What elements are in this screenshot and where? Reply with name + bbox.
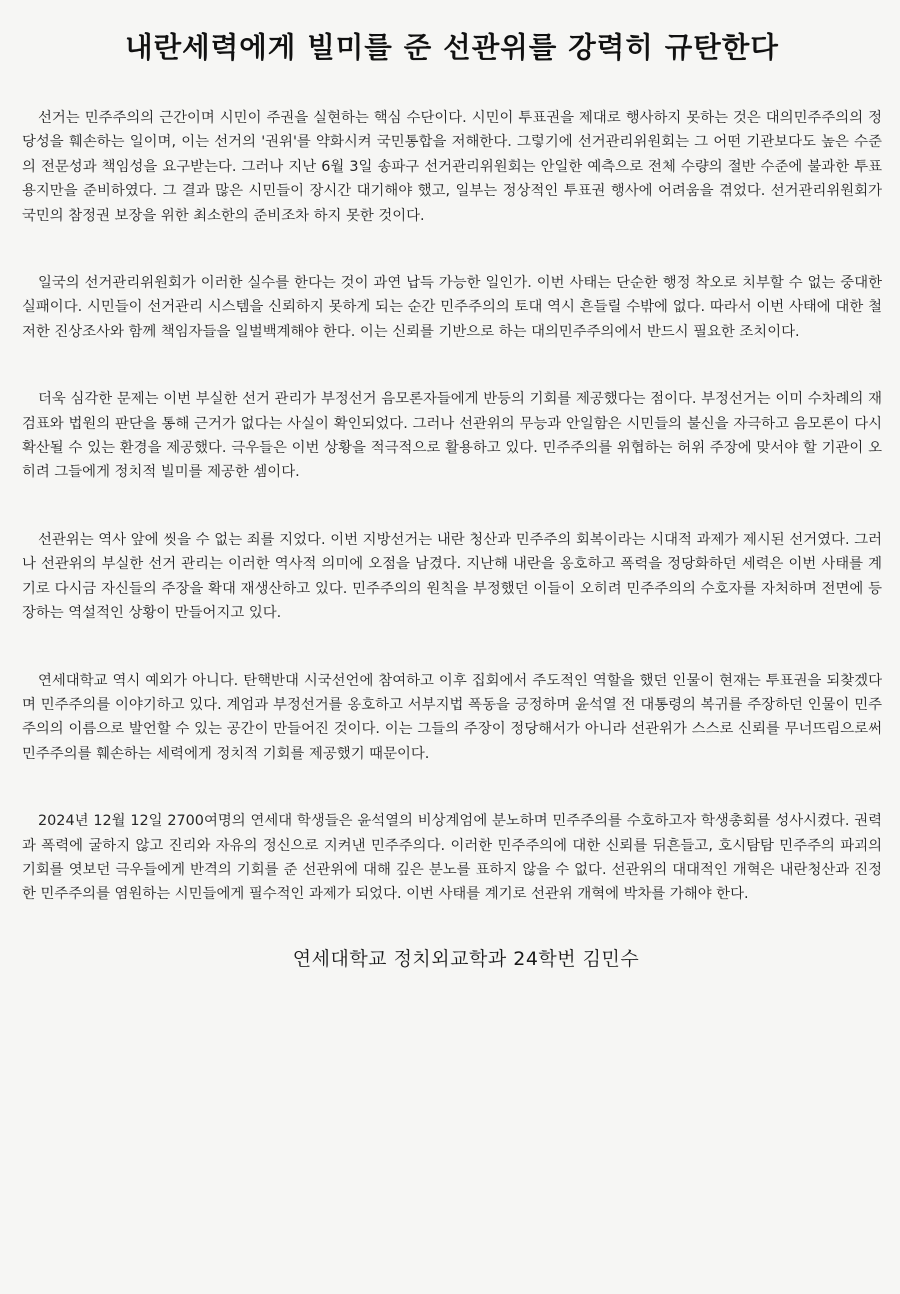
author-signature: 연세대학교 정치외교학과 24학번 김민수 [292, 947, 640, 970]
paragraph-2: 일국의 선거관리위원회가 이러한 실수를 한다는 것이 과연 납득 가능한 일인가. 이번 사태는 단순한 행정 착오로 치부할 수 없는 중대한 실패이다. 시민들이 선거관리 시스템을 신뢰하지 못하게 되는 순간 민주주의의 토대 역시 흔들릴 수밖에 없다. 따라서 이번 사태에 대한 철저한 진상조사와 함께 책임자들을 일벌백계해야 한다. 이는 신뢰를 기반으로 하는 대의민주주의에서 반드시 필요한 조치이다. [22, 275, 882, 340]
paragraph-5: 연세대학교 역시 예외가 아니다. 탄핵반대 시국선언에 참여하고 이후 집회에서 주도적인 역할을 했던 인물이 현재는 투표권을 되찾겠다며 민주주의를 이야기하고 있다. 계엄과 부정선거를 옹호하고 서부지법 폭동을 긍정하며 윤석열 전 대통령의 복귀를 주장하던 인물이 민주주의의 이름으로 발언할 수 있는 공간이 만들어진 것이다. 이는 그들의 주장이 정당해서가 아니라 선관위가 스스로 신뢰를 무너뜨림으로써 민주주의를 훼손하는 세력에게 정치적 기회를 제공했기 때문이다. [22, 672, 882, 762]
paragraph-4: 선관위는 역사 앞에 씻을 수 없는 죄를 지었다. 이번 지방선거는 내란 청산과 민주주의 회복이라는 시대적 과제가 제시된 선거였다. 그러나 선관위의 부실한 선거 관리는 이러한 역사적 의미에 오점을 남겼다. 지난해 내란을 옹호하고 폭력을 정당화하던 세력은 이번 사태를 계기로 다시금 자신들의 주장을 확대 재생산하고 있다. 민주주의의 원칙을 부정했던 이들이 오히려 민주주의의 수호자를 자처하며 전면에 등장하는 역설적인 상황이 만들어지고 있다. [22, 531, 882, 622]
paragraph-3: 더욱 심각한 문제는 이번 부실한 선거 관리가 부정선거 음모론자들에게 반등의 기회를 제공했다는 점이다. 부정선거는 이미 수차례의 재검표와 법원의 판단을 통해 근거가 없다는 사실이 확인되었다. 그러나 선관위의 무능과 안일함은 시민들의 불신을 자극하고 음모론이 다시 확산될 수 있는 환경을 제공했다. 극우들은 이번 상황을 적극적으로 활용하고 있다. 민주주의를 위협하는 허위 주장에 맞서야 할 기관이 오히려 그들에게 정치적 빌미를 제공한 셈이다. [22, 391, 882, 481]
document-title: 내란세력에게 빌미를 준 선관위를 강력히 규탄한다 [125, 31, 779, 64]
paragraph-6: 2024년 12월 12일 2700여명의 연세대 학생들은 윤석열의 비상계엄에 분노하며 민주주의를 수호하고자 학생총회를 성사시켰다. 권력과 폭력에 굴하지 않고 진리와 자유의 정신으로 지켜낸 민주주의다. 이러한 민주주의에 대한 신뢰를 뒤흔들고, 호시탐탐 민주주의 파괴의 기회를 엿보던 극우들에게 반격의 기회를 준 선관위에 대해 깊은 분노를 표하지 않을 수 없다. 선관위의 대대적인 개혁은 내란청산과 진정한 민주주의를 염원하는 시민들에게 필수적인 과제가 되었다. 이번 사태를 계기로 선관위 개혁에 박차를 가해야 한다. [22, 813, 882, 903]
statement-body [22, 106, 882, 907]
paragraph-1: 선거는 민주주의의 근간이며 시민이 주권을 실현하는 핵심 수단이다. 시민이 투표권을 제대로 행사하지 못하는 것은 대의민주주의의 정당성을 훼손하는 일이며, 이는 선거의 '권위'를 약화시켜 국민통합을 저해한다. 그렇기에 선거관리위원회는 그 어떤 기관보다도 높은 수준의 전문성과 책임성을 요구받는다. 그러나 지난 6월 3일 송파구 선거관리위원회는 안일한 예측으로 전체 수량의 절반 수준에 불과한 투표용지만을 준비하였다. 그 결과 많은 시민들이 장시간 대기해야 했고, 일부는 정상적인 투표권 행사에 어려움을 겪었다. 선거관리위원회가 국민의 참정권 보장을 위한 최소한의 준비조차 하지 못한 것이다. [22, 110, 882, 224]
